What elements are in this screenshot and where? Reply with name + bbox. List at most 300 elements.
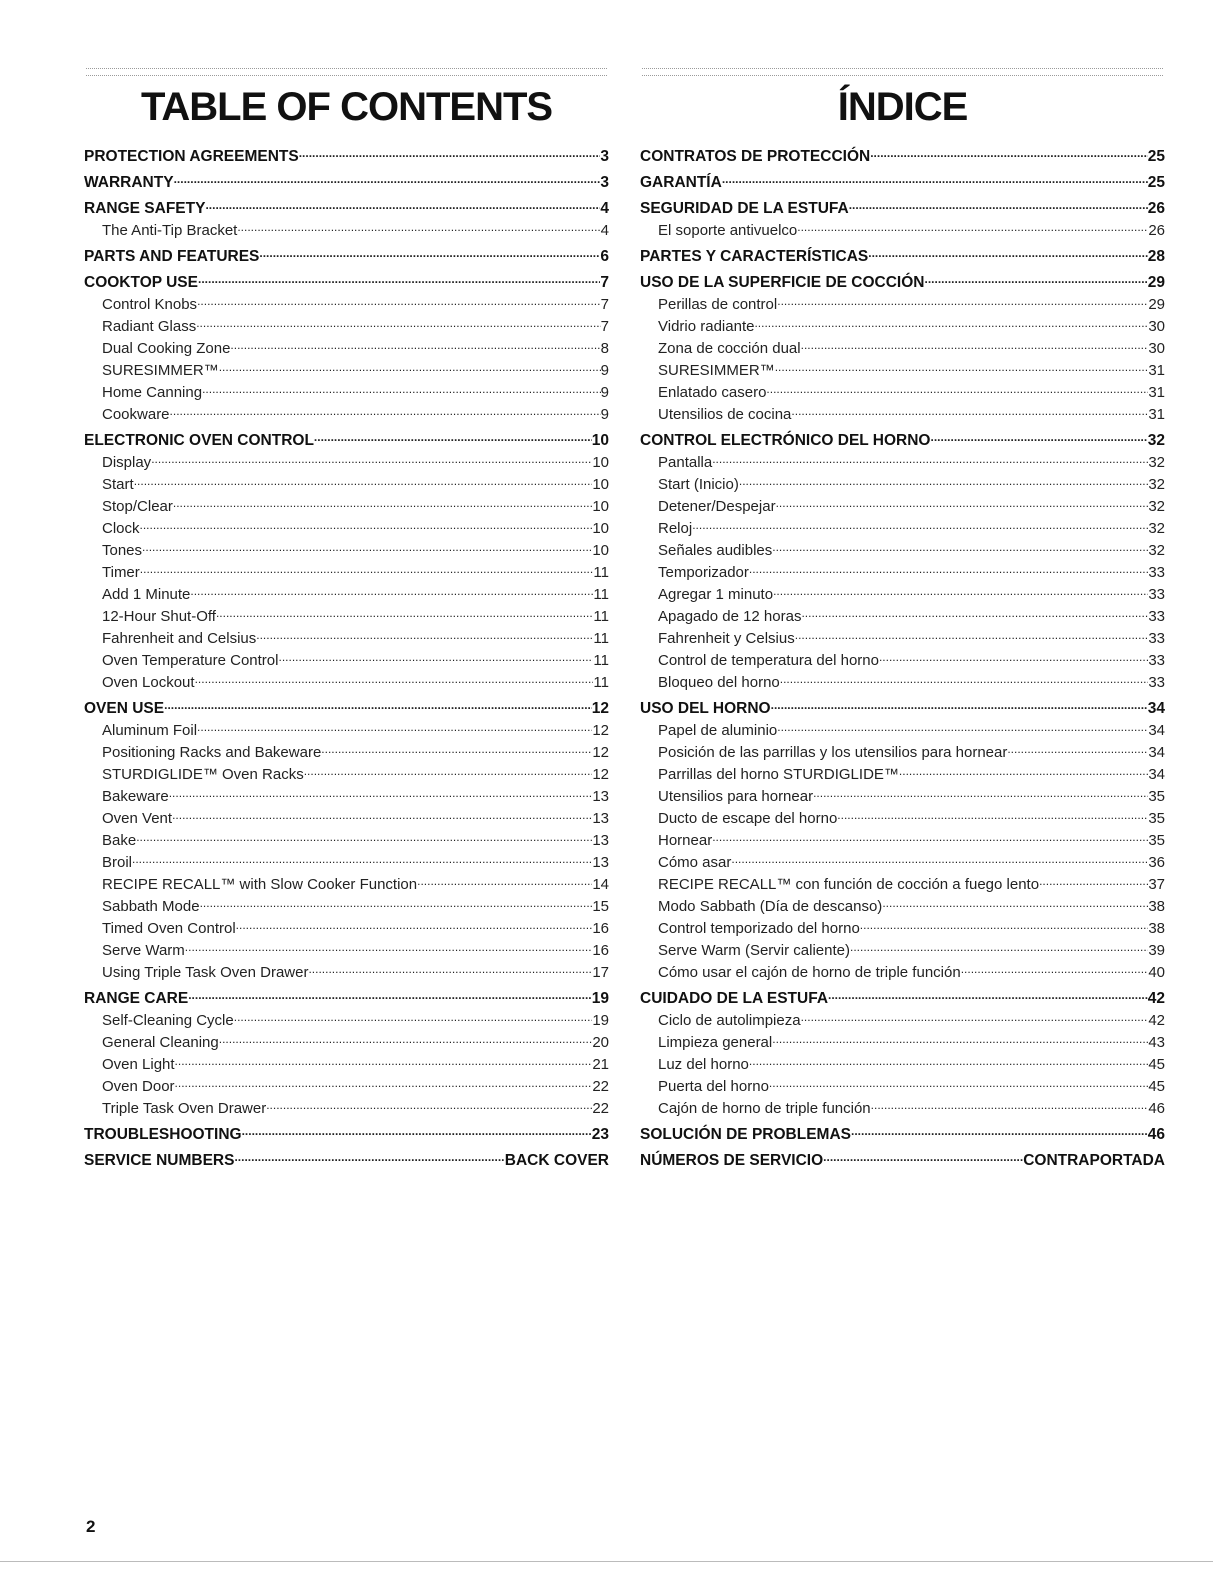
entry-page-number: 4 xyxy=(601,220,609,242)
toc-section-entry xyxy=(640,272,1165,294)
entry-label: Bloqueo del horno xyxy=(658,672,780,694)
toc-subsection-entry xyxy=(640,918,1165,940)
dot-leader xyxy=(174,175,601,187)
dot-leader xyxy=(899,767,1148,779)
dot-leader xyxy=(134,477,593,489)
dot-leader xyxy=(190,587,593,599)
toc-subsection-entry xyxy=(84,672,609,694)
entry-label: Fahrenheit y Celsius xyxy=(658,628,795,650)
entry-page-number: 46 xyxy=(1148,1098,1165,1120)
entry-page-number: 31 xyxy=(1148,360,1165,382)
entry-label: RECIPE RECALL™ con función de cocción a fuego lento xyxy=(658,874,1039,896)
entry-label: 12-Hour Shut-Off xyxy=(102,606,216,628)
toc-subsection-entry xyxy=(640,338,1165,360)
entry-label: Aluminum Foil xyxy=(102,720,197,742)
dot-leader xyxy=(202,385,601,397)
dot-leader xyxy=(266,1101,592,1113)
entry-label: Vidrio radiante xyxy=(658,316,754,338)
entry-label: Triple Task Oven Drawer xyxy=(102,1098,266,1120)
dot-leader xyxy=(712,833,1148,845)
entry-page-number: 11 xyxy=(593,584,609,606)
entry-page-number: 17 xyxy=(592,962,609,984)
entry-label: Limpieza general xyxy=(658,1032,772,1054)
entry-page-number: 34 xyxy=(1148,742,1165,764)
toc-subsection-entry xyxy=(84,852,609,874)
entry-page-number: 10 xyxy=(592,430,609,452)
toc-subsection-entry xyxy=(84,1076,609,1098)
toc-subsection-entry xyxy=(84,962,609,984)
entry-page-number: 21 xyxy=(592,1054,609,1076)
entry-page-number: 7 xyxy=(601,294,609,316)
toc-subsection-entry xyxy=(84,294,609,316)
entry-page-number: 11 xyxy=(593,628,609,650)
dot-leader xyxy=(775,363,1149,375)
dot-leader xyxy=(234,1013,593,1025)
dot-leader xyxy=(931,433,1148,445)
entry-label: RECIPE RECALL™ with Slow Cooker Function xyxy=(102,874,417,896)
entry-page-number: 16 xyxy=(592,940,609,962)
entry-label: Cómo usar el cajón de horno de triple función xyxy=(658,962,961,984)
dot-leader xyxy=(924,275,1147,287)
entry-label: Timer xyxy=(102,562,140,584)
toc-section-entry xyxy=(640,198,1165,220)
dot-leader xyxy=(823,1153,1023,1165)
entry-label: Fahrenheit and Celsius xyxy=(102,628,256,650)
decorative-rule xyxy=(86,68,607,76)
dot-leader xyxy=(140,521,593,533)
toc-subsection-entry xyxy=(84,1054,609,1076)
entry-page-number: 12 xyxy=(592,698,609,720)
entry-label: SURESIMMER™ xyxy=(102,360,219,382)
entry-label: SURESIMMER™ xyxy=(658,360,775,382)
entry-page-number: 13 xyxy=(592,786,609,808)
toc-subsection-entry xyxy=(640,1010,1165,1032)
toc-subsection-entry xyxy=(84,382,609,404)
entry-page-number: 12 xyxy=(592,742,609,764)
entry-label: Using Triple Task Oven Drawer xyxy=(102,962,308,984)
dot-leader xyxy=(813,789,1148,801)
dot-leader xyxy=(871,1101,1149,1113)
dot-leader xyxy=(769,1079,1148,1091)
entry-label: STURDIGLIDE™ Oven Racks xyxy=(102,764,304,786)
entry-page-number: 12 xyxy=(592,764,609,786)
toc-spanish xyxy=(640,68,1165,1172)
dot-leader xyxy=(777,723,1148,735)
toc-english xyxy=(84,68,609,1172)
entry-page-number: 7 xyxy=(600,272,609,294)
entry-label: Control Knobs xyxy=(102,294,197,316)
entry-label: ELECTRONIC OVEN CONTROL xyxy=(84,430,314,452)
entry-label: GARANTÍA xyxy=(640,172,722,194)
toc-section-entry xyxy=(640,1150,1165,1172)
entry-label: Broil xyxy=(102,852,132,874)
entry-page-number: 45 xyxy=(1148,1054,1165,1076)
toc-section-entry xyxy=(84,198,609,220)
dot-leader xyxy=(773,587,1148,599)
dot-leader xyxy=(771,701,1148,713)
entry-label: Oven Lockout xyxy=(102,672,195,694)
entry-page-number: 6 xyxy=(600,246,609,268)
entry-page-number: 36 xyxy=(1148,852,1165,874)
dot-leader xyxy=(850,943,1148,955)
toc-subsection-entry xyxy=(640,764,1165,786)
toc-subsection-entry xyxy=(640,628,1165,650)
entry-page-number: 8 xyxy=(601,338,609,360)
dot-leader xyxy=(197,297,601,309)
toc-section-entry xyxy=(640,988,1165,1010)
entry-page-number: 22 xyxy=(592,1098,609,1120)
dot-leader xyxy=(236,921,593,933)
dot-leader xyxy=(860,921,1149,933)
entry-label: Reloj xyxy=(658,518,692,540)
toc-subsection-entry xyxy=(84,874,609,896)
toc-subsection-entry xyxy=(84,896,609,918)
dot-leader xyxy=(849,201,1148,213)
dot-leader xyxy=(219,363,601,375)
entry-label: Positioning Racks and Bakeware xyxy=(102,742,321,764)
entry-label: SEGURIDAD DE LA ESTUFA xyxy=(640,198,849,220)
dot-leader xyxy=(780,675,1149,687)
entry-page-number: 29 xyxy=(1148,294,1165,316)
dot-leader xyxy=(797,223,1148,235)
toc-subsection-entry xyxy=(640,940,1165,962)
dot-leader xyxy=(777,297,1148,309)
entry-page-number: 35 xyxy=(1148,830,1165,852)
entry-page-number: 30 xyxy=(1148,338,1165,360)
entry-page-number: 13 xyxy=(592,852,609,874)
entry-page-number: 13 xyxy=(592,830,609,852)
toc-section-entry xyxy=(640,146,1165,168)
entry-page-number: 33 xyxy=(1148,672,1165,694)
toc-subsection-entry xyxy=(84,808,609,830)
entry-label: Utensilios de cocina xyxy=(658,404,791,426)
entry-page-number: 26 xyxy=(1148,220,1165,242)
toc-section-entry xyxy=(84,246,609,268)
entry-page-number: 46 xyxy=(1148,1124,1165,1146)
entry-label: CONTRATOS DE PROTECCIÓN xyxy=(640,146,870,168)
toc-section-entry xyxy=(84,430,609,452)
entry-label: Sabbath Mode xyxy=(102,896,200,918)
entry-page-number: BACK COVER xyxy=(505,1150,609,1172)
entry-label: Oven Door xyxy=(102,1076,175,1098)
toc-subsection-entry xyxy=(84,474,609,496)
dot-leader xyxy=(278,653,593,665)
dot-leader xyxy=(132,855,592,867)
entry-page-number: 32 xyxy=(1148,430,1165,452)
dot-leader xyxy=(175,1079,593,1091)
toc-subsection-entry xyxy=(640,742,1165,764)
entry-label: General Cleaning xyxy=(102,1032,219,1054)
toc-subsection-entry xyxy=(640,360,1165,382)
toc-subsection-entry xyxy=(640,382,1165,404)
entry-page-number: 32 xyxy=(1148,474,1165,496)
entry-page-number: 10 xyxy=(592,452,609,474)
entry-label: USO DE LA SUPERFICIE DE COCCIÓN xyxy=(640,272,924,294)
dot-leader xyxy=(216,609,593,621)
entry-label: Papel de aluminio xyxy=(658,720,777,742)
toc-subsection-entry xyxy=(640,584,1165,606)
toc-section-entry xyxy=(640,698,1165,720)
toc-subsection-entry xyxy=(640,896,1165,918)
entry-label: Bake xyxy=(102,830,136,852)
toc-subsection-entry xyxy=(640,606,1165,628)
toc-section-entry xyxy=(84,1150,609,1172)
dot-leader xyxy=(314,433,592,445)
entry-label: Pantalla xyxy=(658,452,712,474)
entry-page-number: 28 xyxy=(1148,246,1165,268)
entry-label: Timed Oven Control xyxy=(102,918,236,940)
toc-subsection-entry xyxy=(84,562,609,584)
dot-leader xyxy=(776,499,1149,511)
entry-label: Oven Temperature Control xyxy=(102,650,278,672)
dot-leader xyxy=(712,455,1148,467)
toc-section-entry xyxy=(640,246,1165,268)
toc-subsection-entry xyxy=(84,338,609,360)
entry-page-number: 29 xyxy=(1148,272,1165,294)
entry-label: Posición de las parrillas y los utensilios para hornear xyxy=(658,742,1007,764)
entry-label: COOKTOP USE xyxy=(84,272,198,294)
toc-subsection-entry xyxy=(84,1010,609,1032)
entry-label: Bakeware xyxy=(102,786,169,808)
entry-label: Oven Light xyxy=(102,1054,175,1076)
toc-subsection-entry xyxy=(640,808,1165,830)
entry-label: Control temporizado del horno xyxy=(658,918,860,940)
dot-leader xyxy=(754,319,1148,331)
toc-title: TABLE OF CONTENTS xyxy=(140,85,553,129)
entry-label: Start xyxy=(102,474,134,496)
toc-subsection-entry xyxy=(640,1032,1165,1054)
entry-page-number: 30 xyxy=(1148,316,1165,338)
dot-leader xyxy=(256,631,593,643)
entry-label: Cookware xyxy=(102,404,170,426)
dot-leader xyxy=(172,811,592,823)
dot-leader xyxy=(242,1127,592,1139)
entry-label: Cajón de horno de triple función xyxy=(658,1098,871,1120)
indice-title: ÍNDICE xyxy=(837,85,968,129)
entry-label: NÚMEROS DE SERVICIO xyxy=(640,1150,823,1172)
entry-label: Add 1 Minute xyxy=(102,584,190,606)
toc-subsection-entry xyxy=(84,584,609,606)
entry-page-number: 43 xyxy=(1148,1032,1165,1054)
entry-page-number: 10 xyxy=(592,474,609,496)
toc-section-entry xyxy=(640,172,1165,194)
dot-leader xyxy=(259,249,600,261)
toc-subsection-entry xyxy=(84,452,609,474)
entry-page-number: 15 xyxy=(592,896,609,918)
toc-subsection-entry xyxy=(84,742,609,764)
toc-subsection-entry xyxy=(640,962,1165,984)
entry-page-number: 34 xyxy=(1148,698,1165,720)
toc-subsection-entry xyxy=(84,360,609,382)
entry-label: Zona de cocción dual xyxy=(658,338,801,360)
dot-leader xyxy=(140,565,594,577)
toc-subsection-entry xyxy=(640,404,1165,426)
dot-leader xyxy=(321,745,592,757)
entry-label: Stop/Clear xyxy=(102,496,173,518)
dot-leader xyxy=(173,499,592,511)
entry-label: Temporizador xyxy=(658,562,749,584)
dot-leader xyxy=(801,609,1148,621)
entry-page-number: 22 xyxy=(592,1076,609,1098)
entry-label: Self-Cleaning Cycle xyxy=(102,1010,234,1032)
dot-leader xyxy=(170,407,601,419)
dot-leader xyxy=(197,723,592,735)
entry-page-number: 42 xyxy=(1148,988,1165,1010)
entry-label: Home Canning xyxy=(102,382,202,404)
entry-label: OVEN USE xyxy=(84,698,164,720)
dot-leader xyxy=(299,149,601,161)
entry-label: Perillas de control xyxy=(658,294,777,316)
dot-leader xyxy=(961,965,1149,977)
entry-page-number: 10 xyxy=(592,496,609,518)
toc-subsection-entry xyxy=(640,650,1165,672)
toc-subsection-entry xyxy=(640,518,1165,540)
dot-leader xyxy=(692,521,1148,533)
dot-leader xyxy=(198,275,600,287)
entry-page-number: 33 xyxy=(1148,650,1165,672)
dot-leader xyxy=(417,877,592,889)
dot-leader xyxy=(772,543,1148,555)
dot-leader xyxy=(237,223,600,235)
toc-subsection-entry xyxy=(640,786,1165,808)
entry-label: RANGE SAFETY xyxy=(84,198,205,220)
toc-subsection-entry xyxy=(84,764,609,786)
page-number: 2 xyxy=(86,1517,96,1536)
toc-subsection-entry xyxy=(84,540,609,562)
entry-label: Serve Warm xyxy=(102,940,185,962)
entry-label: Display xyxy=(102,452,151,474)
entry-label: Parrillas del horno STURDIGLIDE™ xyxy=(658,764,899,786)
toc-section-entry xyxy=(84,698,609,720)
toc-subsection-entry xyxy=(84,220,609,242)
entry-label: Clock xyxy=(102,518,140,540)
entry-page-number: 38 xyxy=(1148,918,1165,940)
toc-subsection-entry xyxy=(84,720,609,742)
entry-page-number: 7 xyxy=(601,316,609,338)
dot-leader xyxy=(136,833,592,845)
entry-label: SERVICE NUMBERS xyxy=(84,1150,234,1172)
entry-label: Ducto de escape del horno xyxy=(658,808,837,830)
entry-page-number: 9 xyxy=(601,404,609,426)
toc-subsection-entry xyxy=(84,650,609,672)
toc-subsection-entry xyxy=(84,628,609,650)
dot-leader xyxy=(731,855,1148,867)
dot-leader xyxy=(1039,877,1148,889)
dot-leader xyxy=(164,701,592,713)
entry-label: Tones xyxy=(102,540,142,562)
entry-page-number: 9 xyxy=(601,382,609,404)
dot-leader xyxy=(169,789,593,801)
entry-page-number: 11 xyxy=(593,562,609,584)
entry-page-number: 25 xyxy=(1148,172,1165,194)
entry-page-number: 19 xyxy=(592,988,609,1010)
toc-subsection-entry xyxy=(640,496,1165,518)
dot-leader xyxy=(766,385,1148,397)
toc-subsection-entry xyxy=(84,940,609,962)
dot-leader xyxy=(795,631,1149,643)
entry-label: Luz del horno xyxy=(658,1054,749,1076)
toc-section-entry xyxy=(84,1124,609,1146)
toc-subsection-entry xyxy=(84,830,609,852)
entry-page-number: 32 xyxy=(1148,496,1165,518)
entry-page-number: 37 xyxy=(1148,874,1165,896)
entry-page-number: 19 xyxy=(592,1010,609,1032)
entry-label: CONTROL ELECTRÓNICO DEL HORNO xyxy=(640,430,931,452)
entry-page-number: 11 xyxy=(593,606,609,628)
dot-leader xyxy=(308,965,592,977)
entry-page-number: 40 xyxy=(1148,962,1165,984)
toc-subsection-entry xyxy=(84,918,609,940)
toc-subsection-entry xyxy=(84,786,609,808)
entry-page-number: 33 xyxy=(1148,628,1165,650)
entry-label: Control de temperatura del horno xyxy=(658,650,879,672)
entry-page-number: 33 xyxy=(1148,562,1165,584)
dot-leader xyxy=(879,653,1148,665)
toc-subsection-entry xyxy=(640,1076,1165,1098)
dot-leader xyxy=(722,175,1148,187)
entry-page-number: 12 xyxy=(592,720,609,742)
toc-subsection-entry xyxy=(640,316,1165,338)
toc-subsection-entry xyxy=(640,1098,1165,1120)
toc-subsection-entry xyxy=(640,452,1165,474)
bottom-rule xyxy=(0,1561,1213,1562)
dot-leader xyxy=(801,1013,1149,1025)
entry-label: Start (Inicio) xyxy=(658,474,739,496)
entry-page-number: 10 xyxy=(592,540,609,562)
dot-leader xyxy=(230,341,600,353)
entry-page-number: 3 xyxy=(600,146,609,168)
dot-leader xyxy=(837,811,1148,823)
entry-label: Cómo asar xyxy=(658,852,731,874)
entry-page-number: 3 xyxy=(600,172,609,194)
dot-leader xyxy=(739,477,1148,489)
toc-subsection-entry xyxy=(640,830,1165,852)
entry-label: Modo Sabbath (Día de descanso) xyxy=(658,896,882,918)
entry-label: Puerta del horno xyxy=(658,1076,769,1098)
dot-leader xyxy=(195,675,594,687)
entry-label: Utensilios para hornear xyxy=(658,786,813,808)
entry-label: Apagado de 12 horas xyxy=(658,606,801,628)
entry-label: PROTECTION AGREEMENTS xyxy=(84,146,299,168)
toc-subsection-entry xyxy=(84,1098,609,1120)
toc-subsection-entry xyxy=(640,540,1165,562)
toc-subsection-entry xyxy=(84,404,609,426)
toc-subsection-entry xyxy=(84,606,609,628)
toc-subsection-entry xyxy=(640,672,1165,694)
dot-leader xyxy=(868,249,1148,261)
entry-label: PARTES Y CARACTERÍSTICAS xyxy=(640,246,868,268)
entry-page-number: 11 xyxy=(593,650,609,672)
indice-entries xyxy=(640,146,1165,1172)
entry-page-number: 23 xyxy=(592,1124,609,1146)
entry-page-number: 25 xyxy=(1148,146,1165,168)
entry-page-number: 4 xyxy=(600,198,609,220)
entry-page-number: 33 xyxy=(1148,606,1165,628)
toc-subsection-entry xyxy=(640,294,1165,316)
dot-leader xyxy=(205,201,600,213)
toc-subsection-entry xyxy=(84,518,609,540)
entry-label: Oven Vent xyxy=(102,808,172,830)
toc-subsection-entry xyxy=(84,496,609,518)
entry-page-number: 16 xyxy=(592,918,609,940)
entry-page-number: 9 xyxy=(601,360,609,382)
dot-leader xyxy=(304,767,593,779)
toc-subsection-entry xyxy=(640,1054,1165,1076)
entry-label: Señales audibles xyxy=(658,540,772,562)
entry-page-number: 33 xyxy=(1148,584,1165,606)
entry-page-number: 31 xyxy=(1148,404,1165,426)
toc-subsection-entry xyxy=(640,474,1165,496)
